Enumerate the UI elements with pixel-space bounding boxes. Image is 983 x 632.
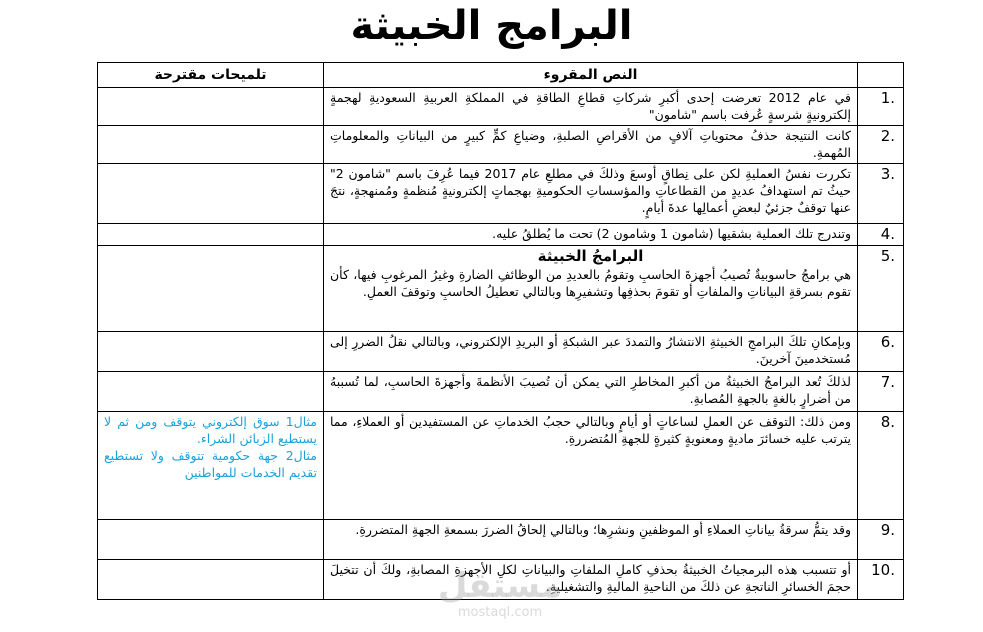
header-hints: تلميحات مقترحة (98, 63, 324, 88)
table-row (98, 224, 904, 246)
header-num (858, 63, 904, 88)
row-hint (98, 88, 324, 126)
row-text: ومن ذلك: التوقف عن العملِ لساعاتٍ أو أيامٍ وبالتالي حجبُ الخدماتِ عن المستفيدين أو العملاءِ، مما يترتب عليه خسائرَ ماديةٍ ومعنويةٍ كثيرةٍ للجهةِ المُتضررةِ. (324, 412, 858, 520)
table-row (98, 332, 904, 372)
table-row (98, 372, 904, 412)
row-number: 7. (858, 372, 904, 412)
header-text: النص المقروء (324, 63, 858, 88)
row-hint (98, 164, 324, 224)
row-text: تكررت نفسُ العمليةِ لكن على نِطاقٍ أوسعَ وذلكَ في مطلعِ عام 2017 فيما عُرِفَ باسم "شامون 2" حيثُ تم استهدافُ عديدٍ من القطاعاتِ والمؤسساتِ الحكوميةِ بهجماتٍ إلكترونيةٍ مُنظمةٍ ومُمنهجةٍ، نتجَ عنها توقفٌ جزئيٌ لبعضِ أعمالِها عدةَ أيامٍ. (324, 164, 858, 224)
row-number: 4. (858, 224, 904, 246)
row-hint (98, 332, 324, 372)
row-hint (98, 560, 324, 600)
row-text: لذلكَ تُعد البرامجُ الخبيثةُ من أكبرِ المخاطرِ التي يمكن أن تُصيبَ الأنظمةَ وأجهزةَ الحاسبِ، لما تُسببهُ من أضرارٍ بالغةٍ بالجهةِ المُصابةِ. (324, 372, 858, 412)
row-hint (98, 520, 324, 560)
table-row (98, 412, 904, 520)
watermark-main: مستقل (437, 566, 563, 606)
table-header-row (98, 63, 904, 88)
watermark-sub: mostaql.com (457, 605, 543, 620)
row-number: 6. (858, 332, 904, 372)
row-text: أو تتسبب هذه البرمجياتُ الخبيثةُ بحذفِ كاملِ الملفاتِ والبياناتِ لكلِ الأجهزةِ المصابةِ، ولكَ أن تتخيلَ حجمَ الخسائرِ الناتجةِ عن ذلكَ من الناحيةِ الماليةِ والتشغيليةِ. (324, 560, 858, 600)
table-row (98, 520, 904, 560)
content-table (97, 62, 904, 600)
table-row (98, 246, 904, 332)
hint-example-2: مثال2 جهة حكومية تتوقف ولا تستطيع تقديم الخدمات للمواطنين (104, 448, 317, 480)
row-text: هي برامجُ حاسوبيةٌ تُصيبُ أجهزةَ الحاسبِ وتقومُ بالعديدِ من الوظائفِ الضارةِ وغيرُ المرغوبِ فيها، كأن تقوم بسرقةِ البياناتِ والملفاتِ أو تقومَ بحذفِها وتشفيرِها وبالتالي تعطيلُ الحاسبِ وتوقفَ العملِ. (330, 267, 851, 299)
row-number: 5. (858, 246, 904, 332)
row-number: 1. (858, 88, 904, 126)
hint-example-1: مثال1 سوق إلكتروني يتوقف ومن ثم لا يستطيع الزبائن الشراء. (104, 414, 317, 446)
row-text: كانت النتيجة حذفُ محتوياتِ آلافٍ من الأقراصِ الصلبةِ، وضياعِ كمٍّ كبيرٍ من البياناتِ والمعلوماتِ المُهمةِ. (324, 126, 858, 164)
row-text: وقد يتمُّ سرقةُ بياناتِ العملاءِ أو الموظفينِ ونشرِها؛ وبالتالي إلحاقُ الضررَ بسمعةِ الجهةِ المتضررةِ. (324, 520, 858, 560)
row-hint (98, 224, 324, 246)
row-hint (98, 126, 324, 164)
table-row (98, 126, 904, 164)
row-number: 3. (858, 164, 904, 224)
row-number: 8. (858, 412, 904, 520)
table-row (98, 164, 904, 224)
table-row (98, 88, 904, 126)
row-hint (98, 372, 324, 412)
row-number: 10. (858, 560, 904, 600)
section-heading: البرامجُ الخبيثة (537, 247, 644, 265)
row-number: 9. (858, 520, 904, 560)
row-text: وبإمكانِ تلكَ البرامجِ الخبيثةِ الانتشارُ والتمددَ عبر الشبكةِ أو البريدِ الإلكتروني، وبالتالي نقلُ الضررِ إلى مُستخدمينَ آخرينَ. (324, 332, 858, 372)
row-text-block (324, 246, 858, 332)
row-text: في عام 2012 تعرضت إحدى أكبرِ شركاتِ قطاعِ الطاقةِ في المملكةِ العربيةِ السعوديةِ لهجمةٍ إلكترونيةٍ شرسةٍ عُرفت باسم "شامون" (324, 88, 858, 126)
row-text: وتندرج تلك العملية بشقيها (شامون 1 وشامون 2) تحت ما يُطلقُ عليه. (324, 224, 858, 246)
page-title: البرامج الخبيثة (350, 3, 633, 49)
row-hint-block (98, 412, 324, 520)
watermark-logo (430, 566, 570, 626)
row-hint (98, 246, 324, 332)
row-number: 2. (858, 126, 904, 164)
